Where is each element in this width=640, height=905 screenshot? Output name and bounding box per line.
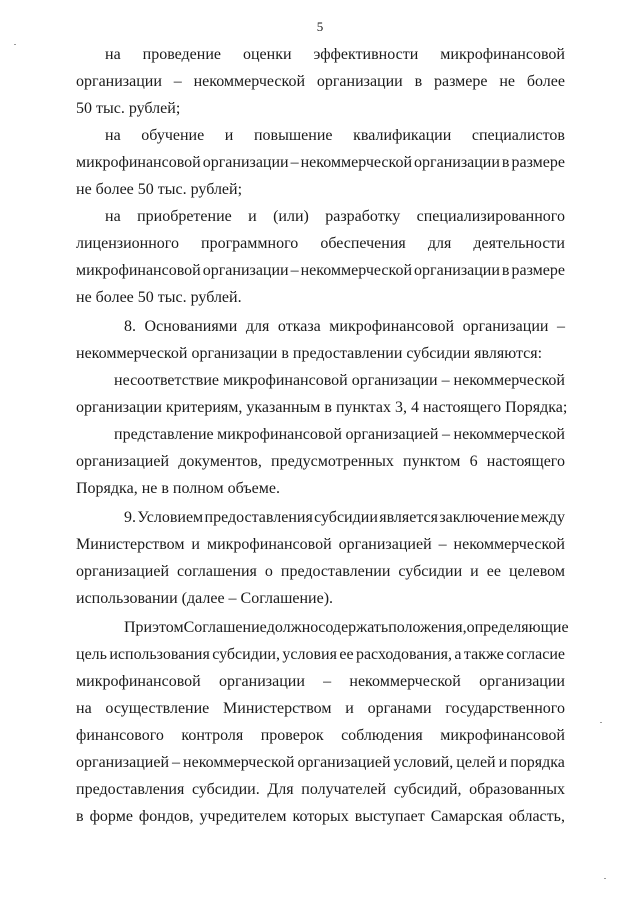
- text-line: [76, 367, 565, 394]
- word: для: [427, 235, 452, 252]
- word: этом: [152, 619, 184, 636]
- word: организацией: [76, 563, 169, 580]
- word: некоммерческой: [453, 372, 565, 389]
- word: Министерством: [76, 536, 185, 553]
- word: –: [172, 754, 181, 771]
- word: организации: [462, 318, 549, 335]
- word: в: [501, 262, 510, 279]
- word: организации: [351, 372, 438, 389]
- text-line: [76, 776, 565, 803]
- line-text: не более 50 тыс. рублей;: [76, 181, 243, 198]
- word: организации: [414, 154, 500, 171]
- word: Основаниями: [144, 318, 238, 335]
- word: использования: [109, 646, 210, 663]
- word: соблюдения: [341, 727, 423, 744]
- text-line: [76, 722, 565, 749]
- word: –: [441, 372, 450, 389]
- word: организацией: [76, 453, 169, 470]
- word: осуществление: [105, 700, 210, 717]
- word: деятельности: [473, 235, 565, 252]
- word: область,: [508, 808, 565, 825]
- word: расходования,: [355, 646, 452, 663]
- word: Самарская: [430, 808, 503, 825]
- word: фондов,: [138, 808, 194, 825]
- text-line: [76, 41, 565, 68]
- word: в: [414, 73, 423, 90]
- word: между: [520, 509, 565, 526]
- text-line: [76, 257, 565, 284]
- word: организацией: [345, 426, 439, 443]
- word: некоммерческой: [183, 754, 295, 771]
- word: содержать: [318, 619, 389, 636]
- word: Соглашение: [183, 619, 267, 636]
- word: микрофинансовой: [329, 318, 455, 335]
- word: разработку: [325, 208, 401, 225]
- word: которых: [292, 808, 349, 825]
- word: также: [463, 646, 504, 663]
- word: и: [345, 700, 354, 717]
- word: микрофинансовой: [222, 372, 348, 389]
- word: размере: [433, 73, 488, 90]
- word: приобретение: [137, 208, 232, 225]
- word: и: [470, 563, 479, 580]
- word: организации: [76, 73, 162, 90]
- word: –: [173, 73, 182, 90]
- word: и: [191, 536, 200, 553]
- word: организацией: [338, 536, 432, 553]
- word: квалификации: [353, 127, 452, 144]
- word: не: [499, 73, 515, 90]
- text-line: [76, 531, 565, 558]
- text-line: [76, 749, 565, 776]
- word: ее: [339, 646, 354, 663]
- scan-mark: [14, 44, 16, 45]
- word: и: [224, 127, 234, 144]
- line-text: использовании (далее – Соглашение).: [76, 590, 334, 607]
- text-line: [76, 475, 565, 502]
- word: несоответствие: [114, 372, 220, 389]
- word: финансового: [76, 727, 164, 744]
- word: организации: [316, 73, 403, 90]
- word: –: [441, 426, 450, 443]
- word: а: [454, 646, 462, 663]
- word: проведение: [142, 46, 222, 63]
- document-body: [76, 41, 569, 830]
- word: субсидии,: [212, 646, 280, 663]
- word: учредителем: [199, 808, 287, 825]
- word: на: [76, 700, 92, 717]
- word: повышение: [253, 127, 333, 144]
- word: согласие: [506, 646, 565, 663]
- word: некоммерческой: [453, 426, 565, 443]
- word: проверок: [260, 727, 324, 744]
- text-line: [76, 340, 565, 367]
- line-text: Порядка, не в полном объеме.: [76, 480, 280, 497]
- page-number: 5: [316, 19, 324, 34]
- word: организации: [202, 154, 289, 171]
- word: целевом: [508, 563, 565, 580]
- word: предоставления: [76, 781, 185, 798]
- word: настоящего: [486, 453, 565, 470]
- word: размере: [511, 262, 565, 279]
- text-line: [76, 421, 565, 448]
- word: организацией: [297, 754, 391, 771]
- word: 8.: [124, 318, 136, 335]
- word: организации: [202, 262, 289, 279]
- word: на: [105, 127, 121, 144]
- word: должно: [266, 619, 319, 636]
- word: является: [379, 509, 438, 526]
- word: Министерством: [223, 700, 332, 717]
- text-line: [76, 558, 565, 585]
- word: –: [290, 154, 299, 171]
- word: на: [105, 208, 121, 225]
- word: ее: [486, 563, 501, 580]
- word: лицензионного: [76, 235, 179, 252]
- word: пунктом: [403, 453, 461, 470]
- word: субсидии: [314, 509, 378, 526]
- word: субсидий,: [393, 781, 462, 798]
- text-line: [76, 394, 568, 421]
- word: цель: [76, 646, 107, 663]
- text-line: [76, 68, 565, 95]
- word: микрофинансовой: [76, 673, 201, 690]
- word: микрофинансовой: [76, 154, 201, 171]
- word: целей: [456, 754, 496, 771]
- line-text: организации критериям, указанным в пунктах 3, 4 настоящего Порядка;: [76, 399, 568, 416]
- word: предоставления: [204, 509, 313, 526]
- word: представление: [114, 426, 214, 443]
- word: образованных: [469, 781, 565, 798]
- word: Условием: [137, 509, 204, 526]
- word: определяющие: [466, 619, 569, 636]
- text-line: [76, 448, 565, 475]
- word: условий,: [393, 754, 454, 771]
- word: о: [264, 563, 273, 580]
- word: оценки: [242, 46, 292, 63]
- word: положения,: [388, 619, 467, 636]
- word: и: [248, 208, 257, 225]
- word: Для: [267, 781, 294, 798]
- text-line: [76, 614, 569, 641]
- word: –: [290, 262, 299, 279]
- word: субсидии: [398, 563, 463, 580]
- text-line: [76, 668, 565, 695]
- text-line: [76, 504, 565, 531]
- text-line: [76, 176, 565, 203]
- word: субсидии.: [191, 781, 260, 798]
- word: организации: [479, 673, 565, 690]
- scan-mark: [604, 878, 606, 879]
- word: на: [105, 46, 121, 63]
- word: специалистов: [471, 127, 565, 144]
- word: При: [124, 619, 153, 636]
- word: организации: [218, 673, 305, 690]
- word: выступает: [354, 808, 425, 825]
- word: условия: [282, 646, 337, 663]
- text-line: [76, 284, 565, 311]
- text-line: [76, 230, 565, 257]
- word: –: [323, 673, 332, 690]
- word: более: [526, 73, 565, 90]
- word: организации: [414, 262, 500, 279]
- word: в: [76, 808, 84, 825]
- text-line: [76, 313, 565, 340]
- word: некоммерческой: [453, 536, 565, 553]
- word: некоммерческой: [300, 154, 413, 171]
- text-line: [76, 803, 565, 830]
- word: микрофинансовой: [217, 426, 342, 443]
- word: –: [438, 536, 447, 553]
- word: обеспечения: [320, 235, 406, 252]
- word: организацией: [76, 754, 169, 771]
- word: соглашения: [177, 563, 257, 580]
- text-line: [76, 695, 565, 722]
- text-line: [76, 641, 565, 668]
- word: микрофинансовой: [206, 536, 332, 553]
- word: заключение: [439, 509, 520, 526]
- word: размере: [511, 154, 565, 171]
- word: специализированного: [416, 208, 565, 225]
- word: программного: [201, 235, 299, 252]
- line-text: 50 тыс. рублей;: [76, 100, 181, 117]
- word: некоммерческой: [193, 73, 306, 90]
- text-line: [76, 95, 565, 122]
- word: некоммерческой: [349, 673, 461, 690]
- word: и: [498, 754, 508, 771]
- line-text: не более 50 тыс. рублей.: [76, 289, 242, 306]
- word: микрофинансовой: [440, 46, 565, 63]
- word: –: [557, 318, 565, 335]
- word: в: [501, 154, 510, 171]
- word: некоммерческой: [300, 262, 413, 279]
- word: (или): [273, 208, 309, 225]
- line-text: некоммерческой организации в предоставлении субсидии являются:: [76, 345, 543, 362]
- word: порядка: [510, 754, 565, 771]
- word: предоставлении: [280, 563, 391, 580]
- word: форме: [89, 808, 133, 825]
- word: документов,: [178, 453, 262, 470]
- text-line: [76, 122, 565, 149]
- text-line: [76, 203, 565, 230]
- word: 9.: [124, 509, 136, 526]
- word: контроля: [181, 727, 244, 744]
- word: предусмотренных: [271, 453, 394, 470]
- text-line: [76, 149, 565, 176]
- word: отказа: [277, 318, 321, 335]
- word: для: [245, 318, 270, 335]
- word: эффективности: [313, 46, 419, 63]
- text-line: [76, 585, 565, 612]
- word: органами: [367, 700, 432, 717]
- word: получателей: [301, 781, 387, 798]
- word: обучение: [141, 127, 205, 144]
- word: 6: [469, 453, 478, 470]
- word: государственного: [445, 700, 565, 717]
- scan-mark: [600, 722, 602, 723]
- word: микрофинансовой: [76, 262, 201, 279]
- word: микрофинансовой: [440, 727, 565, 744]
